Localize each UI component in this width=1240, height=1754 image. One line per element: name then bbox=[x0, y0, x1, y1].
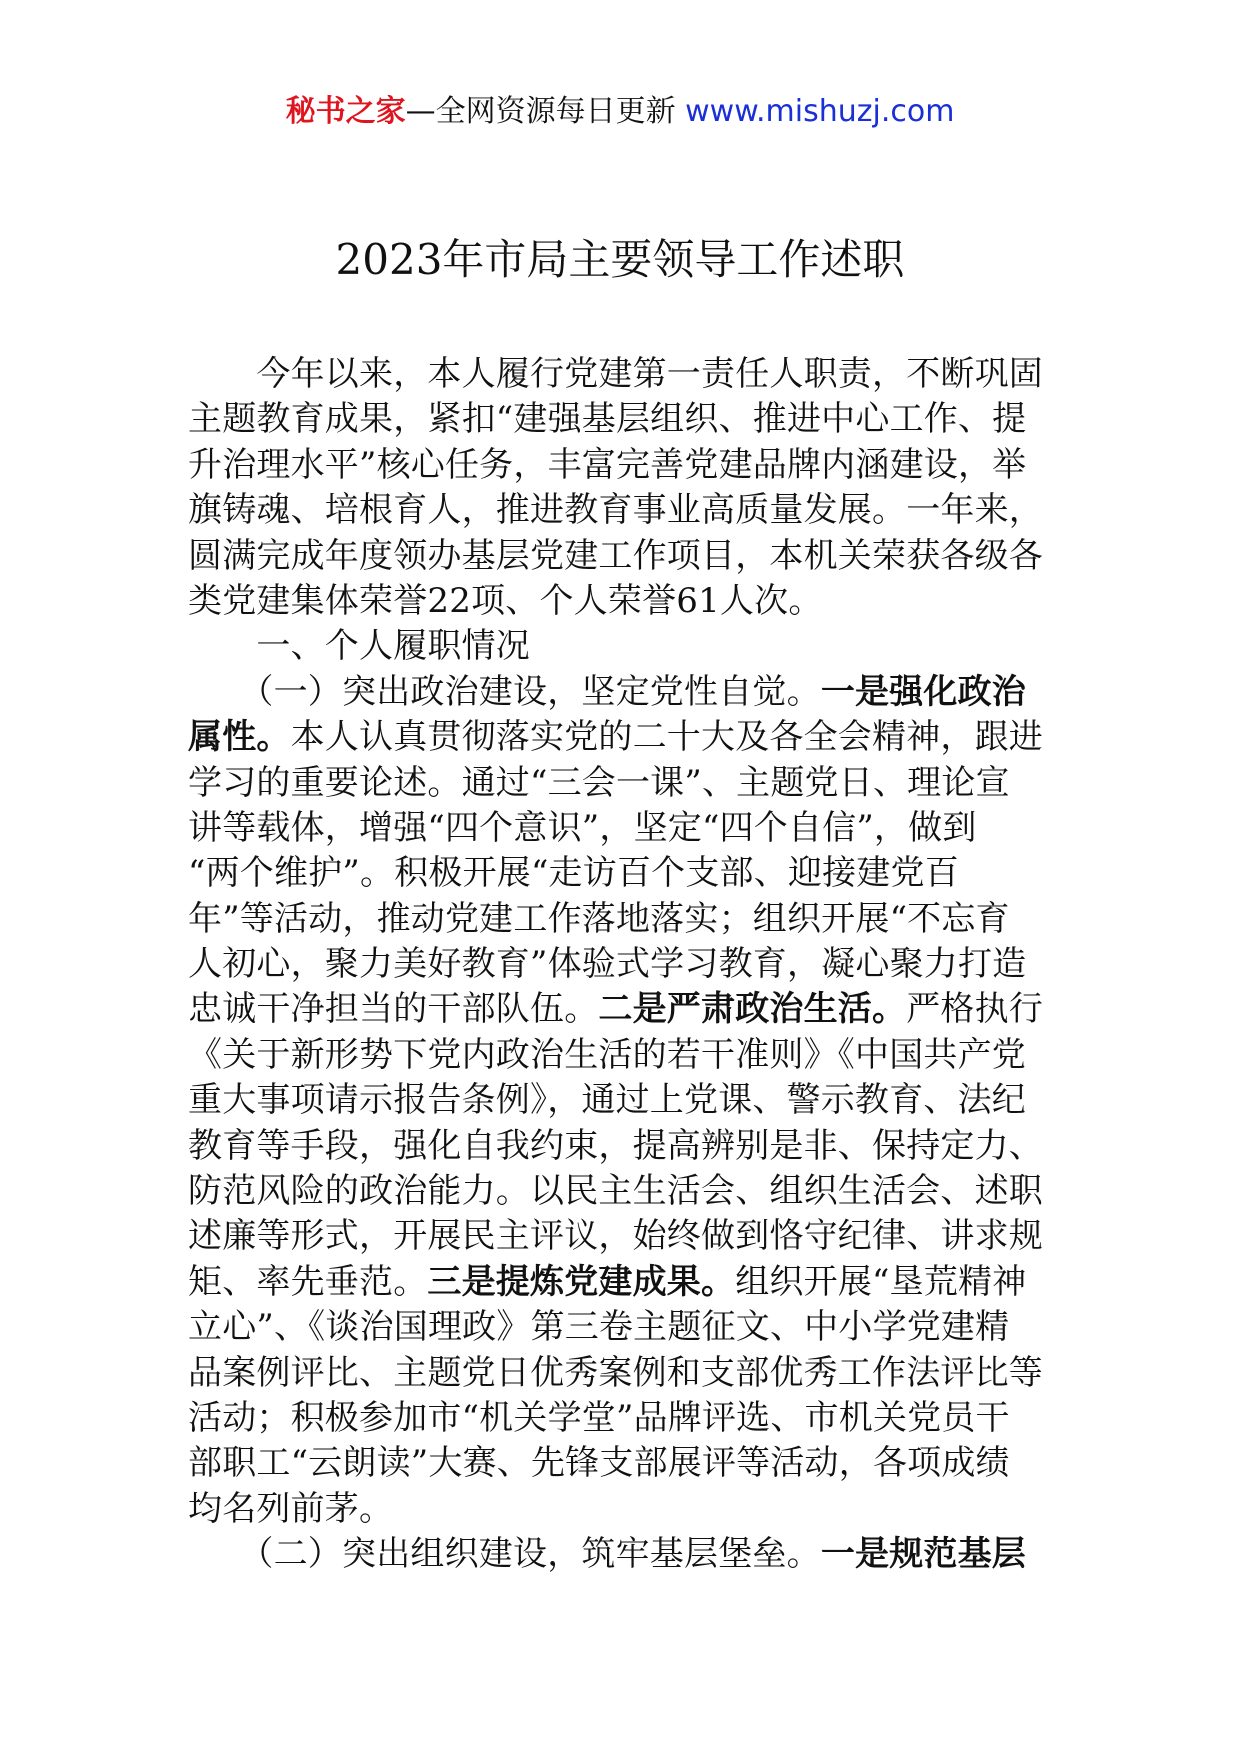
text-run: 防范风险的政治能力。以民主生活会、组织生活会、述职 bbox=[188, 1171, 1043, 1212]
body-line bbox=[188, 1351, 1054, 1396]
body-line bbox=[188, 1078, 1054, 1123]
site-url-link[interactable]: www.mishuzj.com bbox=[685, 94, 955, 129]
body-line bbox=[188, 715, 1054, 760]
text-run: 学习的重要论述。通过“三会一课”、主题党日、理论宣 bbox=[188, 762, 1010, 803]
site-banner bbox=[0, 92, 1240, 132]
bold-phrase: 属性。 bbox=[188, 717, 291, 758]
bold-phrase: 一是强化政治 bbox=[820, 671, 1027, 712]
bold-phrase: 一是规范基层 bbox=[820, 1534, 1027, 1575]
text-run: 述廉等形式，开展民主评议，始终做到恪守纪律、讲求规 bbox=[188, 1216, 1043, 1257]
text-run: 严格执行 bbox=[906, 989, 1044, 1030]
text-run: 活动；积极参加市“机关学堂”品牌评选、市机关党员干 bbox=[188, 1397, 1010, 1438]
body-line bbox=[188, 942, 1054, 987]
text-run: 矩、率先垂范。 bbox=[188, 1261, 428, 1302]
text-run: 人初心，聚力美好教育”体验式学习教育，凝心聚力打造 bbox=[188, 944, 1027, 985]
text-run: 忠诚干净担当的干部队伍。 bbox=[188, 989, 599, 1030]
text-run: （二）突出组织建设，筑牢基层堡垒。 bbox=[188, 1534, 821, 1575]
text-run: 旗铸魂、培根育人，推进教育事业高质量发展。一年来， bbox=[188, 490, 1043, 531]
body-line bbox=[188, 1487, 1054, 1532]
body-line bbox=[188, 1124, 1054, 1169]
body-line bbox=[188, 897, 1054, 942]
brand-slogan: —全网资源每日更新 bbox=[405, 94, 676, 129]
text-run: 立心”、《谈治国理政》第三卷主题征文、中小学党建精 bbox=[188, 1307, 1010, 1348]
text-run: 重大事项请示报告条例》，通过上党课、警示教育、法纪 bbox=[188, 1080, 1026, 1121]
body-line bbox=[188, 987, 1054, 1032]
bold-phrase: 二是严肃政治生活。 bbox=[598, 989, 907, 1030]
body-line bbox=[188, 1033, 1054, 1078]
text-run: 一、个人履职情况 bbox=[188, 626, 530, 667]
body-line bbox=[188, 534, 1054, 579]
body-line bbox=[188, 1532, 1054, 1577]
body-line bbox=[188, 1169, 1054, 1214]
text-run: 均名列前茅。 bbox=[188, 1488, 394, 1529]
text-run: 部职工“云朗读”大赛、先锋支部展评等活动，各项成绩 bbox=[188, 1443, 1010, 1484]
body-line bbox=[188, 443, 1054, 488]
body-line bbox=[188, 1441, 1054, 1486]
brand-name: 秘书之家 bbox=[285, 94, 406, 129]
text-run: 教育等手段，强化自我约束，提高辨别是非、保持定力、 bbox=[188, 1125, 1043, 1166]
body-line bbox=[188, 1305, 1054, 1350]
body-line bbox=[188, 806, 1054, 851]
text-run: （一）突出政治建设，坚定党性自觉。 bbox=[188, 671, 821, 712]
text-run: 《关于新形势下党内政治生活的若干准则》《中国共产党 bbox=[188, 1034, 1026, 1075]
document-body bbox=[188, 352, 1054, 1578]
body-line bbox=[188, 670, 1054, 715]
document-title: 2023年市局主要领导工作述职 bbox=[335, 235, 905, 284]
body-line bbox=[188, 624, 1054, 669]
text-run: 品案例评比、主题党日优秀案例和支部优秀工作法评比等 bbox=[188, 1352, 1043, 1393]
bold-phrase: 三是提炼党建成果。 bbox=[427, 1261, 736, 1302]
body-line bbox=[188, 352, 1054, 397]
body-line bbox=[188, 1396, 1054, 1441]
text-run: “两个维护”。积极开展“走访百个支部、迎接建党百 bbox=[188, 853, 959, 894]
body-line bbox=[188, 579, 1054, 624]
body-line bbox=[188, 397, 1054, 442]
body-line bbox=[188, 488, 1054, 533]
body-line bbox=[188, 851, 1054, 896]
text-run: 年”等活动，推动党建工作落地落实；组织开展“不忘育 bbox=[188, 898, 1010, 939]
text-run: 类党建集体荣誉22项、个人荣誉61人次。 bbox=[188, 580, 823, 621]
body-line bbox=[188, 761, 1054, 806]
text-run: 圆满完成年度领办基层党建工作项目，本机关荣获各级各 bbox=[188, 535, 1043, 576]
body-line bbox=[188, 1214, 1054, 1259]
body-line bbox=[188, 1260, 1054, 1305]
text-run: 本人认真贯彻落实党的二十大及各全会精神，跟进 bbox=[290, 717, 1044, 758]
text-run: 讲等载体，增强“四个意识”，坚定“四个自信”，做到 bbox=[188, 807, 977, 848]
text-run: 组织开展“垦荒精神 bbox=[735, 1261, 1027, 1302]
text-run: 主题教育成果，紧扣“建强基层组织、推进中心工作、提 bbox=[188, 399, 1027, 440]
text-run: 升治理水平”核心任务，丰富完善党建品牌内涵建设，举 bbox=[188, 444, 1027, 485]
text-run: 今年以来，本人履行党建第一责任人职责，不断巩固 bbox=[188, 354, 1043, 394]
